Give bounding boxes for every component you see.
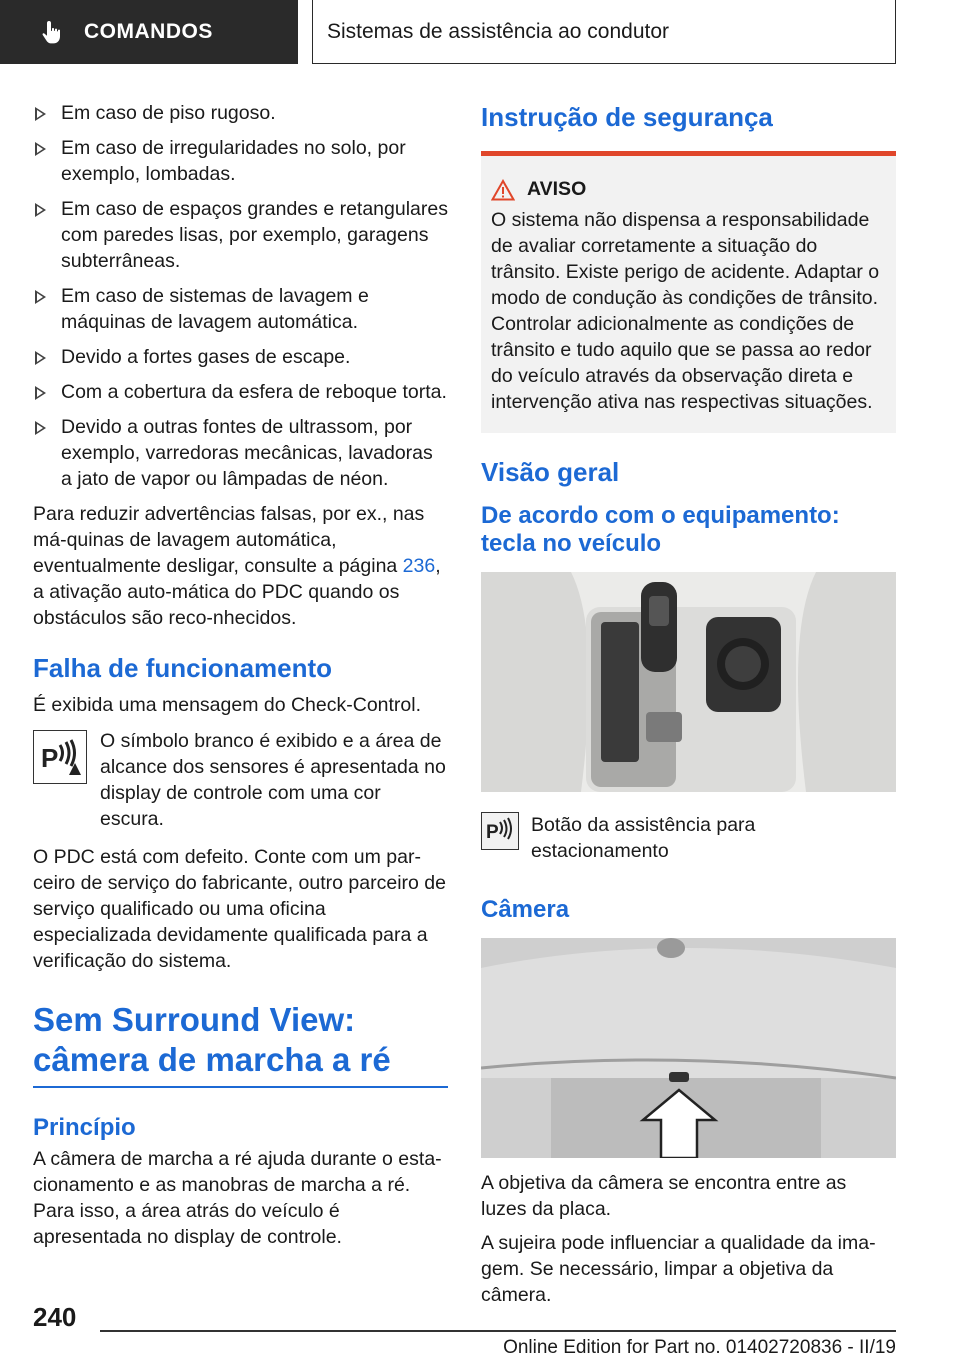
page-number: 240 xyxy=(33,1302,77,1332)
svg-text:P: P xyxy=(486,822,499,843)
svg-text:P: P xyxy=(41,743,59,773)
false-warning-paragraph: Para reduzir advertências falsas, por ex., nas má‐quinas de lavagem automática, eventualmente desligar, consulte a página 236, a ativação auto‐mática do PDC quando os obstáculos são reco‐nhecidos. xyxy=(33,503,441,629)
malfunction-text: É exibida uma mensagem do Check-Control. xyxy=(33,694,422,716)
safety-heading: Instrução de segurança xyxy=(481,102,773,132)
triangle-bullet-icon xyxy=(35,351,46,365)
principle-heading: Princípio xyxy=(33,1114,136,1141)
chapter-tab[interactable] xyxy=(312,0,896,64)
defect-text: O PDC está com defeito. Conte com um par‐ceiro de serviço do fabricante, outro parceiro de serviço qualificado ou uma oficina especializada devidamente qualificada para a verificação do sistema. xyxy=(33,846,446,972)
heading-rule xyxy=(33,1086,448,1088)
list-item: Em caso de sistemas de lavagem e máquinas de lavagem automática. xyxy=(33,283,448,335)
list-item: Em caso de irregularidades no solo, por exemplo, lombadas. xyxy=(33,135,448,187)
warning-label: AVISO xyxy=(527,178,587,200)
page-link[interactable]: 236 xyxy=(402,555,436,577)
hand-pointer-icon xyxy=(40,19,66,45)
list-item: Em caso de espaços grandes e retangulares com paredes lisas, por exemplo, garagens subterrâneas. xyxy=(33,196,448,274)
dirt-text: A sujeira pode influenciar a qualidade da ima‐gem. Se necessário, limpar a objetiva da câmera. xyxy=(481,1232,876,1306)
principle-text: A câmera de marcha a ré ajuda durante o esta‐cionamento e as manobras de marcha a ré. Para isso, a área atrás do veículo é apresentada no display de controle. xyxy=(33,1148,442,1248)
parking-assistant-button-icon xyxy=(481,812,519,850)
equipment-heading: De acordo com o equipamento: tecla no veículo xyxy=(481,502,840,557)
triangle-bullet-icon xyxy=(35,203,46,217)
warning-triangle-icon xyxy=(491,179,515,201)
symbol-row xyxy=(33,728,448,832)
section-tab[interactable] xyxy=(0,0,298,64)
section-tab-label: COMANDOS xyxy=(84,20,213,43)
list-item: Devido a fortes gases de escape. xyxy=(33,344,448,370)
left-column xyxy=(33,100,448,1258)
rear-camera-heading: Sem Surround View: câmera de marcha a ré xyxy=(33,1001,391,1078)
chapter-tab-label: Sistemas de assistência ao condutor xyxy=(327,19,670,43)
right-column xyxy=(481,100,896,1316)
center-console-photo xyxy=(481,572,896,792)
lens-text: A objetiva da câmera se encontra entre as luzes da placa. xyxy=(481,1172,847,1220)
button-caption-row xyxy=(481,812,896,864)
triangle-bullet-icon xyxy=(35,290,46,304)
triangle-bullet-icon xyxy=(35,107,46,121)
list-item: Em caso de piso rugoso. xyxy=(33,100,448,126)
triangle-bullet-icon xyxy=(35,421,46,435)
rear-camera-photo xyxy=(481,938,896,1158)
warning-box xyxy=(481,151,896,433)
edition-note: Online Edition for Part no. 01402720836 - II/19 xyxy=(503,1337,896,1358)
pdc-symbol-icon xyxy=(33,730,87,784)
interference-list xyxy=(33,100,448,492)
symbol-text: O símbolo branco é exibido e a área de alcance dos sensores é apresentada no display de controle com uma cor escura. xyxy=(100,730,446,830)
list-item: Com a cobertura da esfera de reboque torta. xyxy=(33,379,448,405)
camera-heading: Câmera xyxy=(481,896,570,923)
triangle-bullet-icon xyxy=(35,386,46,400)
warning-head xyxy=(487,178,886,201)
malfunction-heading: Falha de funcionamento xyxy=(33,653,333,683)
list-item: Devido a outras fontes de ultrassom, por exemplo, varredoras mecânicas, lavadoras a jato de vapor ou lâmpadas de néon. xyxy=(33,414,448,492)
button-caption: Botão da assistência para estacionamento xyxy=(531,814,756,862)
overview-heading: Visão geral xyxy=(481,457,620,487)
warning-text: O sistema não dispensa a responsabilidade de avaliar corretamente a situação do trânsito. Existe perigo de acidente. Adaptar o modo de condução às condições de trânsito. Controlar adicionalmente as condições de trânsito e tudo aquilo que se passa ao redor do veículo através da observação direta e intervenção ativa nas respectivas situações. xyxy=(491,209,880,413)
footer-rule xyxy=(100,1330,896,1332)
triangle-bullet-icon xyxy=(35,142,46,156)
